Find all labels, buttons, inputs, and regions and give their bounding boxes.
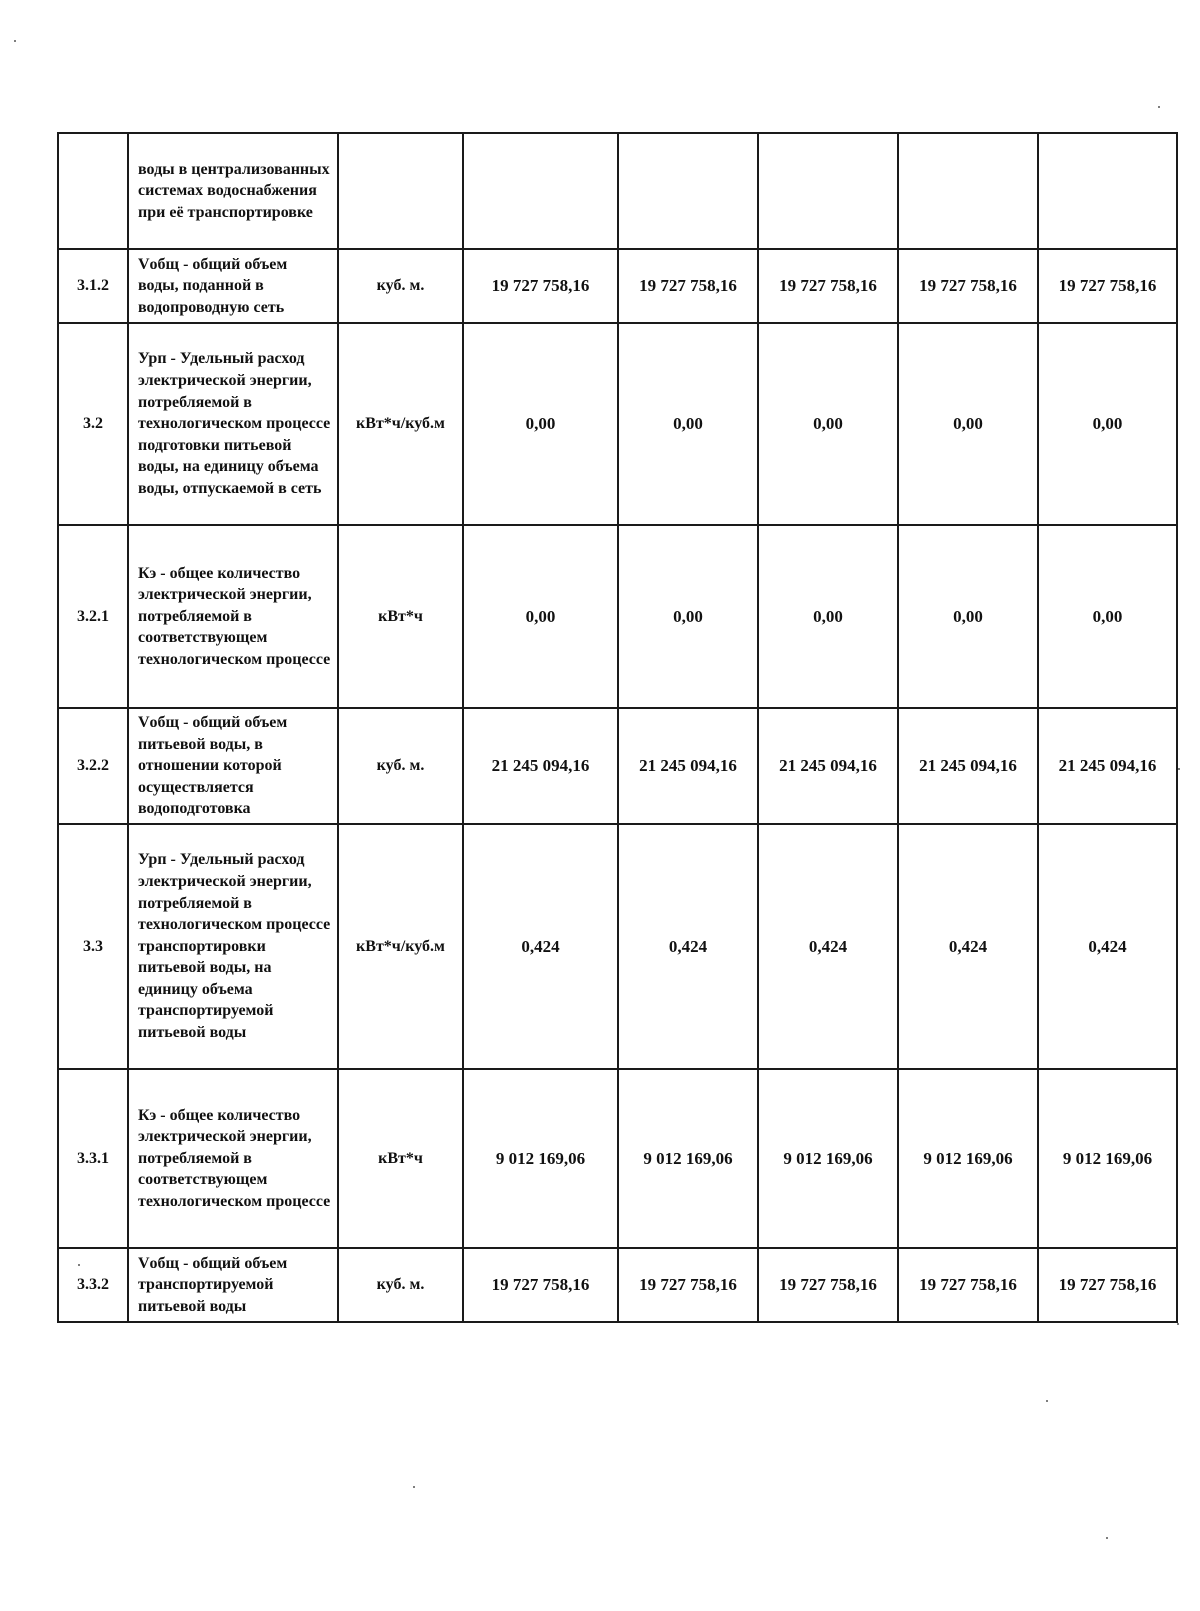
value-cell: 19 727 758,16 (758, 249, 898, 323)
value-cell: 19 727 758,16 (1038, 249, 1177, 323)
value-cell (758, 133, 898, 249)
scan-speck (78, 1264, 80, 1266)
row-number: 3.3.1 (58, 1069, 128, 1248)
row-number: 3.3 (58, 824, 128, 1069)
value-cell: 0,00 (463, 525, 618, 708)
row-description: Урп - Удельный расход электрической энергии, потребляемой в технологическом процессе подготовки питьевой воды, на единицу объема воды, отпускаемой в сеть (128, 323, 338, 525)
row-unit: кВт*ч (338, 525, 463, 708)
value-cell: 0,00 (463, 323, 618, 525)
scan-speck (413, 1486, 415, 1488)
row-number: 3.3.2 (58, 1248, 128, 1322)
table-row (58, 1248, 1177, 1322)
value-cell: 9 012 169,06 (618, 1069, 758, 1248)
row-unit: куб. м. (338, 1248, 463, 1322)
row-description: воды в централизованных системах водоснабжения при её транспортировке (128, 133, 338, 249)
value-cell (898, 133, 1038, 249)
row-number (58, 133, 128, 249)
value-cell (463, 133, 618, 249)
table-row (58, 323, 1177, 525)
value-cell: 21 245 094,16 (898, 708, 1038, 824)
value-cell: 0,424 (618, 824, 758, 1069)
row-description: Vобщ - общий объем питьевой воды, в отношении которой осуществляется водоподготовка (128, 708, 338, 824)
value-cell: 0,00 (618, 323, 758, 525)
value-cell: 0,00 (1038, 525, 1177, 708)
row-unit: куб. м. (338, 708, 463, 824)
row-number: 3.2 (58, 323, 128, 525)
table-body (58, 133, 1177, 1322)
table-row (58, 525, 1177, 708)
table-row (58, 708, 1177, 824)
row-number: 3.2.1 (58, 525, 128, 708)
row-unit: кВт*ч (338, 1069, 463, 1248)
value-cell: 0,00 (618, 525, 758, 708)
value-cell: 0,00 (1038, 323, 1177, 525)
value-cell: 19 727 758,16 (463, 249, 618, 323)
value-cell: 21 245 094,16 (463, 708, 618, 824)
row-description: Vобщ - общий объем транспортируемой питьевой воды (128, 1248, 338, 1322)
value-cell: 9 012 169,06 (1038, 1069, 1177, 1248)
table-row (58, 824, 1177, 1069)
row-unit (338, 133, 463, 249)
value-cell: 0,00 (758, 525, 898, 708)
scan-speck (1106, 1537, 1108, 1539)
row-description: Кэ - общее количество электрической энергии, потребляемой в соответствующем технологическом процессе (128, 1069, 338, 1248)
value-cell: 0,00 (898, 525, 1038, 708)
scan-speck (14, 40, 16, 42)
scan-speck (1178, 768, 1180, 770)
row-description: Урп - Удельный расход электрической энергии, потребляемой в технологическом процессе транспортировки питьевой воды, на единицу объема транспортируемой питьевой воды (128, 824, 338, 1069)
table-row (58, 1069, 1177, 1248)
row-number: 3.2.2 (58, 708, 128, 824)
value-cell: 19 727 758,16 (898, 1248, 1038, 1322)
row-unit: куб. м. (338, 249, 463, 323)
value-cell: 9 012 169,06 (898, 1069, 1038, 1248)
row-number: 3.1.2 (58, 249, 128, 323)
value-cell: 21 245 094,16 (618, 708, 758, 824)
value-cell: 19 727 758,16 (618, 1248, 758, 1322)
value-cell: 19 727 758,16 (463, 1248, 618, 1322)
value-cell: 21 245 094,16 (758, 708, 898, 824)
row-description: Vобщ - общий объем воды, поданной в водопроводную сеть (128, 249, 338, 323)
value-cell: 0,424 (1038, 824, 1177, 1069)
value-cell (1038, 133, 1177, 249)
value-cell: 19 727 758,16 (1038, 1248, 1177, 1322)
value-cell: 0,424 (463, 824, 618, 1069)
value-cell: 9 012 169,06 (463, 1069, 618, 1248)
scan-speck (1158, 106, 1160, 108)
value-cell: 0,00 (758, 323, 898, 525)
value-cell: 19 727 758,16 (618, 249, 758, 323)
value-cell: 9 012 169,06 (758, 1069, 898, 1248)
value-cell (618, 133, 758, 249)
value-cell: 21 245 094,16 (1038, 708, 1177, 824)
table-row (58, 133, 1177, 249)
value-cell: 0,424 (898, 824, 1038, 1069)
value-cell: 19 727 758,16 (898, 249, 1038, 323)
row-description: Кэ - общее количество электрической энергии, потребляемой в соответствующем технологическом процессе (128, 525, 338, 708)
indicators-table (57, 132, 1178, 1323)
value-cell: 19 727 758,16 (758, 1248, 898, 1322)
scan-speck (1177, 1323, 1179, 1325)
table-row (58, 249, 1177, 323)
value-cell: 0,424 (758, 824, 898, 1069)
scan-speck (1046, 1400, 1048, 1402)
value-cell: 0,00 (898, 323, 1038, 525)
row-unit: кВт*ч/куб.м (338, 824, 463, 1069)
row-unit: кВт*ч/куб.м (338, 323, 463, 525)
